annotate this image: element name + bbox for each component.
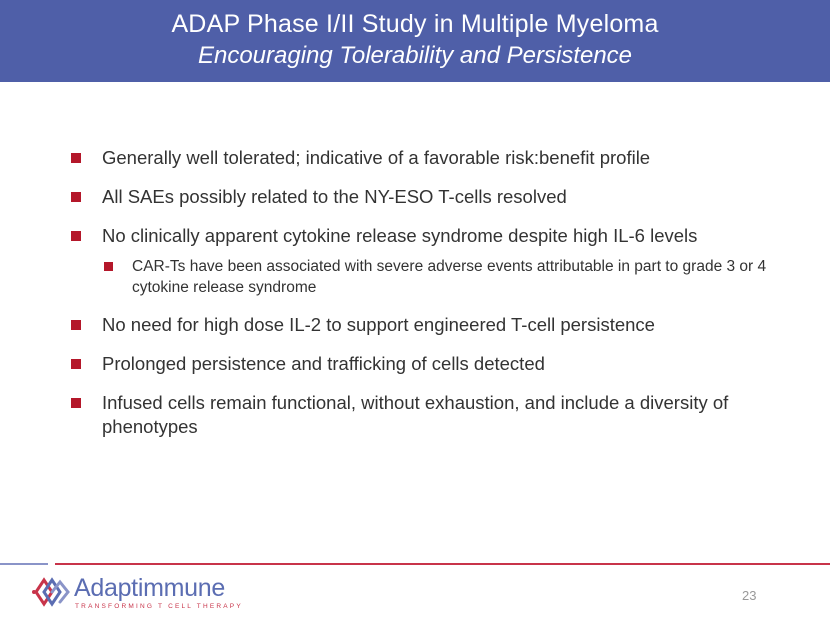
bullet-text: Generally well tolerated; indicative of a favorable risk:benefit profile: [102, 147, 651, 168]
sub-bullet-text: CAR-Ts have been associated with severe adverse events attributable in part to grade 3 or 4 cytokine release syndrome: [132, 258, 767, 296]
bullet-square-icon: [71, 398, 81, 408]
bullet-item: [102, 185, 782, 209]
bullet-square-icon: [71, 231, 81, 241]
bullet-item: [102, 224, 782, 248]
bullet-square-icon: [71, 359, 81, 369]
slide-subtitle: Encouraging Tolerability and Persistence: [197, 42, 633, 69]
bullet-item: [102, 391, 782, 439]
sub-bullet-item: [132, 256, 782, 298]
bullet-text: All SAEs possibly related to the NY-ESO T-cells resolved: [102, 186, 567, 207]
footer-divider-red: [55, 563, 830, 565]
title-bar: [0, 0, 830, 82]
page-number: 23: [742, 588, 757, 603]
slide-title: ADAP Phase I/II Study in Multiple Myeloma: [171, 10, 659, 38]
logo-tagline: TRANSFORMING T CELL THERAPY: [75, 603, 243, 610]
company-logo: [30, 572, 260, 614]
bullet-text: No need for high dose IL-2 to support engineered T-cell persistence: [102, 314, 655, 335]
sub-bullet-square-icon: [104, 262, 113, 271]
bullet-square-icon: [71, 320, 81, 330]
bullet-text: Prolonged persistence and trafficking of cells detected: [102, 353, 545, 374]
adaptimmune-logo-icon: [30, 572, 72, 612]
bullet-square-icon: [71, 153, 81, 163]
bullet-square-icon: [71, 192, 81, 202]
bullet-item: [102, 313, 782, 337]
bullet-item: [102, 352, 782, 376]
footer-divider-blue: [0, 563, 48, 565]
logo-wordmark: Adaptimmune: [74, 574, 225, 602]
bullet-text: No clinically apparent cytokine release syndrome despite high IL-6 levels: [102, 225, 698, 246]
bullet-text: Infused cells remain functional, without exhaustion, and include a diversity of phenotypes: [102, 392, 729, 437]
bullet-item: [102, 146, 782, 170]
